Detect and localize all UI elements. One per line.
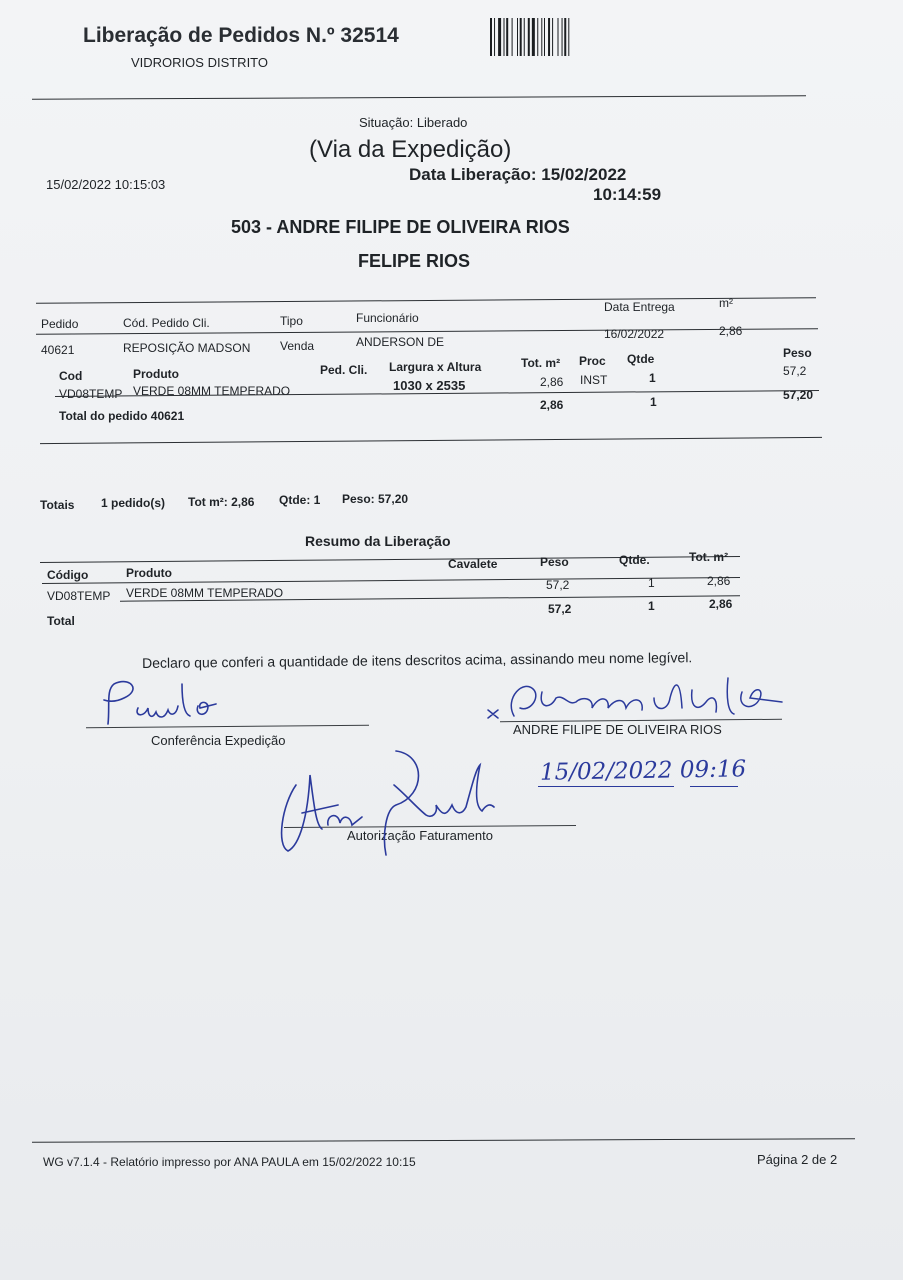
summary-title: Resumo da Liberação [305, 533, 451, 549]
item-produto: VERDE 08MM TEMPERADO [133, 384, 291, 398]
summary-header-codigo: Código [47, 568, 89, 582]
order-m2: 2,86 [719, 324, 743, 338]
item-cod: VD08TEMP [59, 387, 123, 401]
summary-header-tot-m2: Tot. m² [689, 550, 729, 564]
footer-divider [32, 1138, 855, 1143]
order-total-peso: 57,20 [783, 388, 814, 402]
item-qtde: 1 [649, 371, 656, 385]
header-divider [32, 95, 806, 99]
summary-header-cavalete: Cavalete [448, 557, 498, 571]
status-text: Situação: Liberado [359, 115, 468, 130]
item-header-tot-m2: Tot. m² [521, 356, 561, 370]
header-pedido: Pedido [41, 317, 79, 331]
item-header-largura-altura: Largura x Altura [389, 360, 482, 374]
order-table-bottom-line [40, 437, 822, 444]
declaration-text: Declaro que conferi a quantidade de itens descritos acima, assinando meu nome legível. [142, 649, 693, 671]
item-header-cod: Cod [59, 369, 83, 383]
totals-qtde: Qtde: 1 [279, 493, 321, 507]
document-title: Liberação de Pedidos N.º 32514 [83, 24, 399, 47]
header-data-entrega: Data Entrega [604, 300, 675, 314]
printed-at: 15/02/2022 10:15:03 [46, 177, 166, 192]
summary-codigo: VD08TEMP [47, 589, 111, 603]
signature-ana-paula [276, 745, 496, 865]
item-header-ped-cli: Ped. Cli. [320, 363, 368, 377]
item-tot-m2: 2,86 [540, 375, 564, 389]
item-header-peso: Peso [783, 346, 812, 360]
summary-tot-m2: 2,86 [707, 574, 731, 588]
client-name: 503 - ANDRE FILIPE DE OLIVEIRA RIOS [231, 217, 570, 237]
item-header-proc: Proc [579, 354, 606, 368]
item-header-qtde: Qtde [627, 352, 655, 366]
conferencia-label: Conferência Expedição [151, 733, 286, 748]
summary-total-qtde: 1 [648, 599, 655, 613]
header-funcionario: Funcionário [356, 311, 419, 325]
summary-header-peso: Peso [540, 555, 569, 569]
header-m2: m² [719, 296, 733, 310]
handwritten-time-underline [690, 786, 738, 787]
totals-peso: Peso: 57,20 [342, 492, 409, 506]
order-total-label: Total do pedido 40621 [59, 409, 185, 423]
item-dimensions: 1030 x 2535 [393, 378, 466, 393]
totals-label: Totais [40, 498, 75, 512]
summary-total-peso: 57,2 [548, 602, 572, 616]
order-pedido: 40621 [41, 343, 75, 357]
summary-total-tot-m2: 2,86 [709, 597, 733, 611]
totals-pedidos: 1 pedido(s) [101, 496, 166, 510]
summary-header-qtde: Qtde. [619, 553, 650, 567]
barcode [490, 18, 625, 56]
release-time: 10:14:59 [593, 185, 662, 204]
item-peso: 57,2 [783, 364, 807, 378]
copy-label: (Via da Expedição) [309, 136, 512, 163]
summary-produto: VERDE 08MM TEMPERADO [126, 586, 284, 600]
autorizacao-label: Autorização Faturamento [347, 828, 493, 843]
header-tipo: Tipo [280, 314, 303, 328]
signature-paulo [90, 676, 270, 736]
signature-client [484, 668, 784, 728]
order-funcionario: ANDERSON DE [356, 335, 445, 349]
order-total-tot-m2: 2,86 [540, 398, 564, 412]
summary-header-produto: Produto [126, 566, 172, 580]
order-table-top-line [36, 297, 816, 303]
release-date: Data Liberação: 15/02/2022 [409, 165, 627, 184]
footer-report-info: WG v7.1.4 - Relatório impresso por ANA PAULA em 15/02/2022 10:15 [43, 1155, 416, 1169]
order-total-qtde: 1 [650, 395, 657, 409]
order-data-entrega: 16/02/2022 [604, 327, 665, 341]
handwritten-date: 15/02/2022 09:16 [539, 756, 747, 786]
totals-tot-m2: Tot m²: 2,86 [188, 495, 255, 509]
item-header-produto: Produto [133, 367, 179, 381]
header-cod-pedido-cli: Cód. Pedido Cli. [123, 316, 210, 330]
item-proc: INST [580, 373, 608, 387]
client-nickname: FELIPE RIOS [358, 251, 471, 271]
company-name: VIDRORIOS DISTRITO [131, 55, 268, 70]
footer-page-number: Página 2 de 2 [757, 1152, 838, 1167]
summary-total-label: Total [47, 614, 75, 628]
summary-peso: 57,2 [546, 578, 570, 592]
client-signature-name: ANDRE FILIPE DE OLIVEIRA RIOS [513, 722, 722, 737]
order-tipo: Venda [280, 339, 315, 353]
handwritten-date-underline [538, 786, 674, 787]
summary-qtde: 1 [648, 576, 655, 590]
order-cod-pedido-cli: REPOSIÇÃO MADSON [123, 341, 251, 355]
